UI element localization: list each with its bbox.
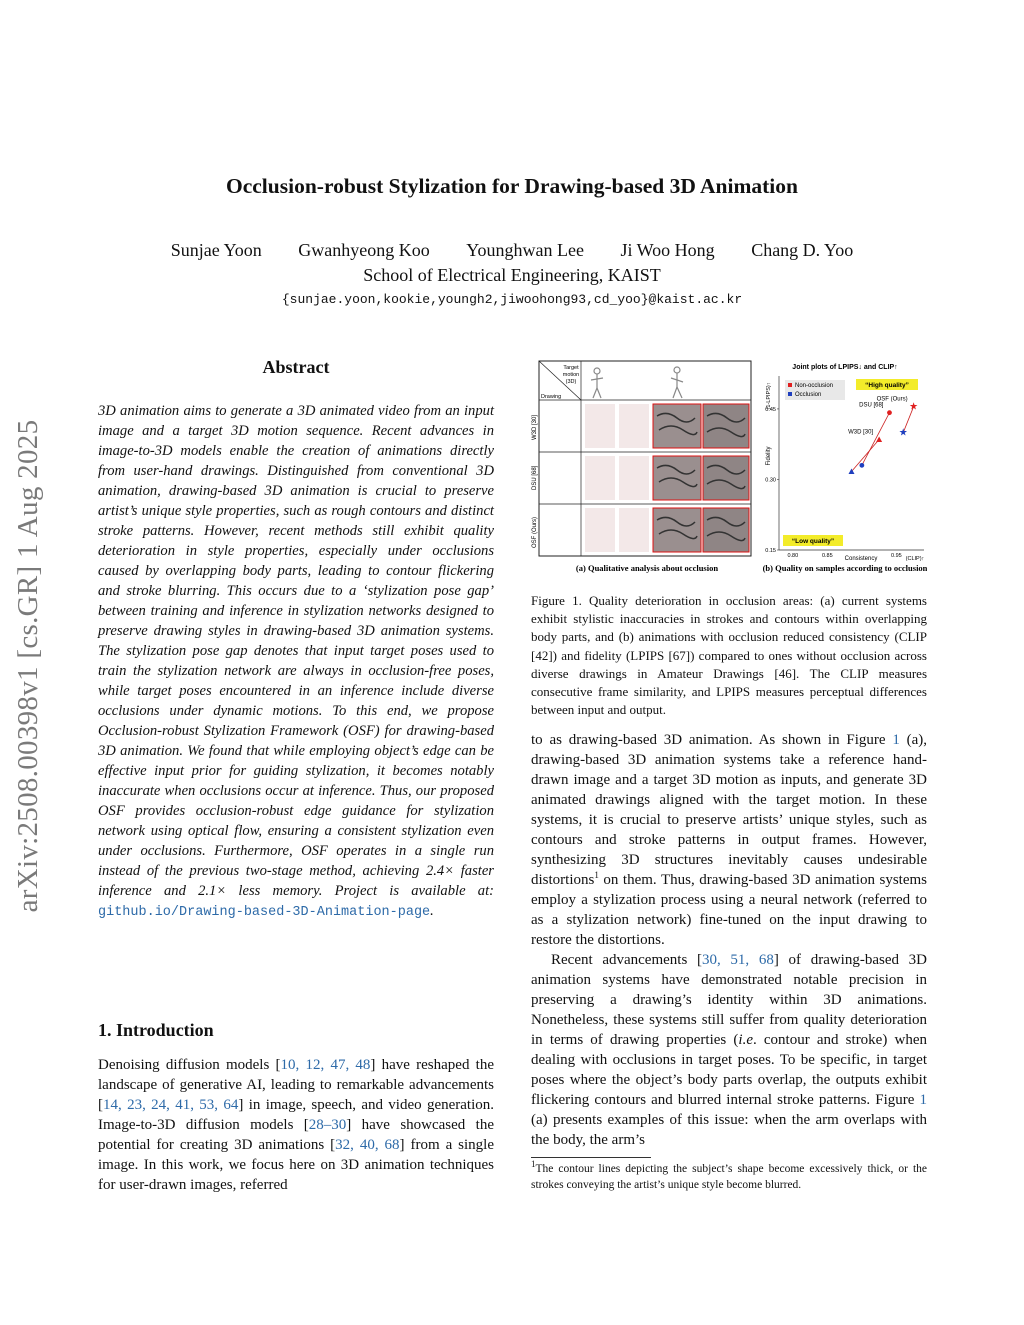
footnote-rule [531, 1157, 651, 1158]
high-quality-label: “High quality” [865, 382, 909, 389]
data-point [887, 410, 892, 415]
text-run: i.e [738, 1032, 753, 1048]
low-quality-label: “Low quality” [791, 538, 835, 545]
figure-ref-link[interactable]: 1 [919, 1092, 927, 1108]
legend-swatch-occlusion [788, 392, 792, 396]
target-motion-label-2: motion [562, 372, 580, 378]
y-tick-label: 0.30 [765, 477, 776, 484]
footnote [531, 1159, 927, 1193]
y-axis-suffix: (1-LPIPS)↑ [766, 382, 772, 410]
data-point [859, 463, 864, 468]
abstract-heading: Abstract [262, 357, 330, 377]
author-name: Sunjae Yoon [170, 240, 262, 260]
x-tick-label: 0.85 [821, 553, 833, 559]
x-tick-label: 0.95 [891, 553, 902, 559]
arxiv-stamp [8, 376, 48, 956]
target-motion-label: Target [563, 365, 579, 371]
target-motion-label-3: (3D) [565, 379, 577, 385]
series-label: W3D [30] [848, 429, 874, 436]
author-name: Younghwan Lee [466, 240, 584, 260]
row-label-dsu: DSU [68] [532, 465, 538, 490]
series-layer [848, 397, 918, 474]
author-name: Ji Woo Hong [620, 240, 715, 260]
x-tick-label: 0.80 [787, 553, 799, 559]
citation-link[interactable]: 14, 23, 24, 41, 53, 64 [103, 1097, 239, 1113]
y-tick-label: 0.45 [765, 406, 776, 413]
legend-label-non-occlusion: Non-occlusion [795, 383, 834, 389]
text-run: Denoising diffusion models [ [98, 1057, 281, 1073]
abstract-text: 3D animation aims to generate a 3D animated video from an input image and a target 3D motion sequence. Recent advances in image-to-3D models enable the creation of animations directly from user-hand drawings. Distinguished from conventional 3D animation, drawing-based 3D animation is crucial to preserve artist’s unique style properties, such as rough contours and distinct stroke patterns. However, recent methods still exhibit quality deterioration in style properties, especially under occlusions caused by overlapping body parts, leading to contour flickering and stroke blurring. This occurs due to a ‘stylization pose gap’ between training and inference in stylization networks designed to preserve drawing styles in drawing-based 3D animation systems. The stylization pose gap denotes that input target poses used to train the stylization network are always in occlusion-free poses, while target poses encountered in an inference include diverse occlusions under dynamic motions. To this end, we propose Occlusion-robust Stylization Framework (OSF) for drawing-based 3D animation. We found that while employing object’s edge can be effective input prior for guiding stylization, it becomes notably inaccurate when occlusions occur at inference. Thus, our proposed OSF provides occlusion-robust edge guidance for stylization network using optical flow, ensuring a consistent stylization even under occlusions. Furthermore, OSF operates in a single run instead of the previous two-stage method, achieving 2.4× faster inference and 2.1× less memory. Project is available at: github.io/Drawing-based-3D-Animation-page. [98, 403, 494, 920]
text-run: ] in image, speech, and video generation. Image-to-3D diffusion models [ [98, 1097, 495, 1133]
intro-paragraph [98, 1055, 494, 1195]
citation-link[interactable]: 28–30 [308, 1117, 347, 1133]
right-paragraph-1 [531, 730, 927, 950]
text-run: ] have showcased the potential for creating 3D animations [ [98, 1117, 494, 1153]
text-run: ] from a single image. In this work, we focus here on 3D animation techniques for user-drawn images, referred [98, 1137, 494, 1193]
legend-swatch-non-occlusion [788, 383, 792, 387]
text-run: to as drawing-based 3D animation. As shown in Figure [531, 732, 893, 748]
footnote-mark: 1 [594, 870, 599, 880]
qualitative-grid [532, 361, 751, 573]
text-run: on them. Thus, drawing-based 3D animation systems employ a stylization process using a neural network (referred to as a stylization network) fine-tuned on the input drawing to restore the distortions. [531, 872, 927, 948]
paper-title: Occlusion-robust Stylization for Drawing-based 3D Animation [226, 174, 798, 198]
y-tick-label: 0.15 [765, 548, 776, 554]
data-point [876, 436, 882, 442]
chart-title: Joint plots of LPIPS↓ and CLIP↑ [792, 364, 898, 371]
row-label-w3d: W3D [30] [532, 414, 538, 440]
figure-caption: Figure 1. Quality deterioration in occlusion areas: (a) current systems exhibit stylistic inaccuracies in strokes and contours within overlapping body parts, and (b) animations with occlusion reduced consistency (CLIP [42]) and fidelity (LPIPS [67]) compared to ones without occlusion across diverse drawings in Amateur Drawings [46]. The CLIP measures consecutive frame similarity, and LPIPS measures perceptual differences between input and output. [531, 593, 927, 718]
author-emails: {sunjae.yoon,kookie,youngh2,jiwoohong93,cd_yoo}@kaist.ac.kr [281, 292, 743, 307]
text-run: . contour and stroke) when dealing with occlusions in target poses. To be specific, in target poses where the object’s body parts overlap, the outputs exhibit flickering contours and blurred internal stroke patterns. Figure [531, 1032, 927, 1108]
right-paragraph-2 [531, 950, 927, 1150]
citation-link[interactable]: 30, 51, 68 [701, 952, 774, 968]
y-axis-label: Fidelity [766, 446, 772, 466]
citation-link[interactable]: 10, 12, 47, 48 [280, 1057, 371, 1073]
chart-legend [785, 380, 845, 400]
text-run: Recent advancements [ [551, 952, 702, 968]
series-connector [852, 439, 880, 471]
text-run: (a) presents examples of this issue: when the arm overlaps with the body, the arm’s [531, 1112, 927, 1148]
subfigure-b-caption: (b) Quality on samples according to occlusion [762, 563, 927, 573]
text-run: (a), drawing-based 3D animation systems take a reference hand-drawn image and a target 3D motion as inputs, and generate 3D animated drawings aligned with the target motion. In these systems, it is crucial to preserve artists’ unique styles, such as contours and stroke patterns in output frames. However, synthesizing 3D structures inevitably causes undesirable distortions [531, 732, 927, 888]
series-label: OSF (Ours) [876, 396, 908, 403]
footnote-text: The contour lines depicting the subject’s shape become excessively thick, or the strokes conveying the artist’s unique style become blurred. [531, 1163, 927, 1191]
data-point: ★ [898, 427, 908, 439]
author-name: Gwanhyeong Koo [298, 240, 430, 260]
drawing-label: Drawing [541, 394, 562, 400]
data-point: ★ [909, 401, 919, 413]
author-list [0, 240, 1024, 261]
text-run: ] have reshaped the landscape of generative AI, leading to remarkable advancements [ [98, 1057, 494, 1113]
footnote-number: 1 [531, 1159, 536, 1170]
x-axis-label: Consistency [844, 556, 878, 562]
figure-1 [531, 358, 927, 578]
citation-link[interactable]: 32, 40, 68 [335, 1137, 400, 1153]
legend-label-occlusion: Occlusion [795, 392, 822, 398]
row-label-osf: OSF (Ours) [532, 517, 538, 548]
drawing-tiles [585, 404, 749, 552]
affiliation: School of Electrical Engineering, KAIST [363, 265, 661, 285]
arxiv-id: arXiv:2508.00398v1 [cs.GR] 1 Aug 2025 [12, 419, 44, 913]
section-heading: 1. Introduction [98, 1020, 214, 1040]
abstract-body: 3D animation aims to generate a 3D animated video from an input image and a target 3D motion sequence. Recent advances in image-to-3D models enable the creation of animations directly from user-hand drawings. Distinguished from conventional 3D animation, drawing-based 3D animation is crucial to preserve artist’s unique style properties, such as rough contours and distinct stroke patterns. However, recent methods still exhibit quality deterioration in style properties, especially under occlusions caused by overlapping body parts, leading to contour flickering and stroke blurring. This occurs due to a ‘stylization pose gap’ between training and inference in stylization networks designed to preserve drawing styles in drawing-based 3D animation systems. The stylization pose gap denotes that input target poses used to train the stylization network are always in occlusion-free poses, while target poses encountered in an inference include diverse occlusions under dynamic motions. To this end, we propose Occlusion-robust Stylization Framework (OSF) for drawing-based 3D animation. We found that while employing object’s edge can be effective input prior for guiding stylization, it becomes notably inaccurate when occlusions occur at inference. Thus, our proposed OSF provides occlusion-robust edge guidance for stylization network using optical flow, ensuring a consistent stylization even under occlusions. Furthermore, OSF operates in a single run instead of the previous two-stage method, achieving 2.4× faster inference and 2.1× less memory. Project is available at: [98, 403, 494, 899]
scatter-plot [763, 364, 927, 573]
series-connector [862, 413, 890, 466]
series-label: DSU [68] [859, 402, 884, 409]
text-run: ] of drawing-based 3D animation systems have demonstrated notable precision in preserving a drawing’s identity within 3D animations. Nonetheless, these systems still suffer from quality deterioration in terms of drawing properties ( [531, 952, 928, 1048]
subfigure-a-caption: (a) Qualitative analysis about occlusion [575, 563, 719, 573]
project-link[interactable]: github.io/Drawing-based-3D-Animation-page [98, 905, 431, 920]
figure-1-graphic [531, 358, 927, 578]
x-axis-suffix: (CLIP)↑ [905, 556, 925, 562]
figure-ref-link[interactable]: 1 [892, 732, 900, 748]
author-name: Chang D. Yoo [751, 240, 854, 260]
